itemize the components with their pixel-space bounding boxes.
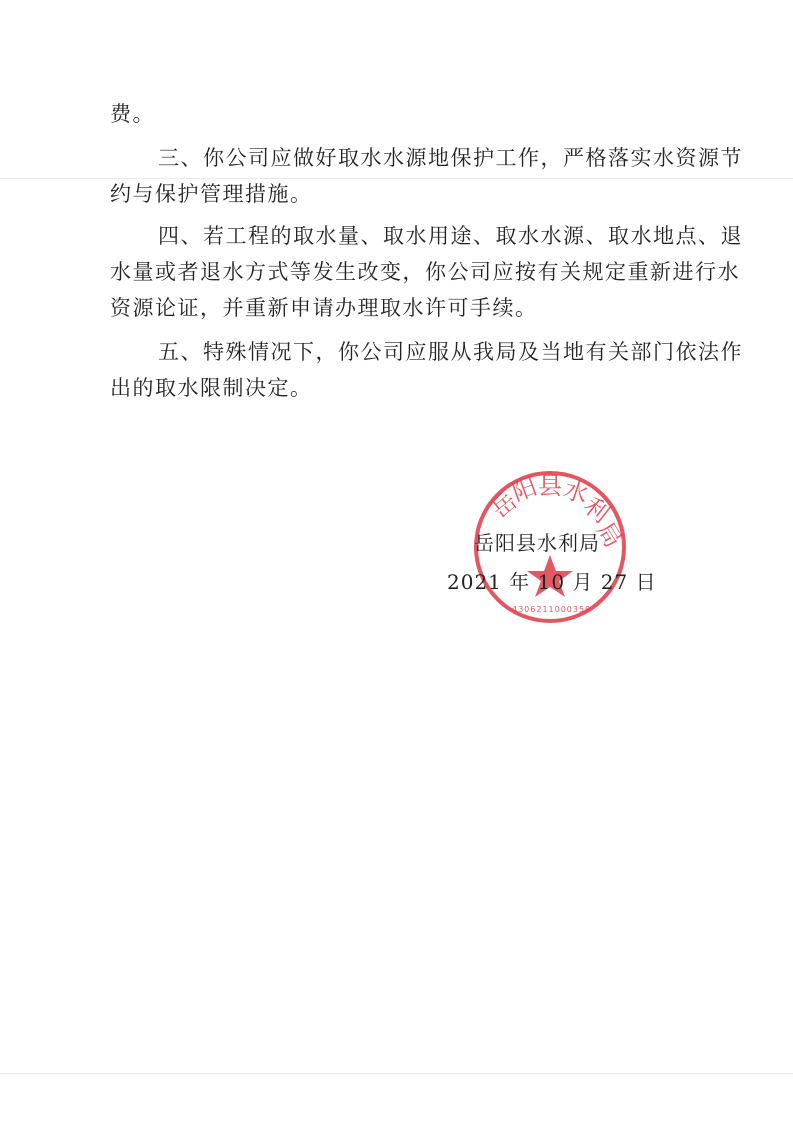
svg-text:局: 局	[590, 517, 628, 553]
svg-text:利: 利	[578, 491, 615, 529]
text-line: 五、特殊情况下，你公司应服从我局及当地有关部门依法作	[158, 340, 743, 364]
paragraph-fee-end	[110, 96, 700, 132]
paragraph-four	[110, 218, 743, 326]
svg-text:阳: 阳	[508, 472, 541, 507]
svg-text:岳: 岳	[485, 486, 523, 524]
svg-text:水: 水	[560, 475, 592, 510]
paragraph-five	[110, 334, 743, 406]
svg-text:县: 县	[538, 472, 562, 500]
text-line: 资源论证，并重新申请办理取水许可手续。	[110, 296, 538, 320]
text-line: 三、你公司应做好取水水源地保护工作，严格落实水资源节	[158, 146, 743, 170]
text-line: 水量或者退水方式等发生改变，你公司应按有关规定重新进行水	[110, 260, 740, 284]
signature-organization: 岳阳县水利局	[474, 531, 600, 555]
text-line: 四、若工程的取水量、取水用途、取水水源、取水地点、退	[158, 224, 743, 248]
text-line: 出的取水限制决定。	[110, 376, 313, 400]
text-line: 约与保护管理措施。	[110, 182, 313, 206]
signature-date: 2021 年 10 月 27 日	[447, 570, 657, 594]
text-line: 费。	[110, 102, 155, 126]
paragraph-three	[110, 140, 743, 212]
svg-text:4306211000359: 4306211000359	[512, 605, 592, 614]
scan-edge-bottom	[0, 1073, 793, 1074]
